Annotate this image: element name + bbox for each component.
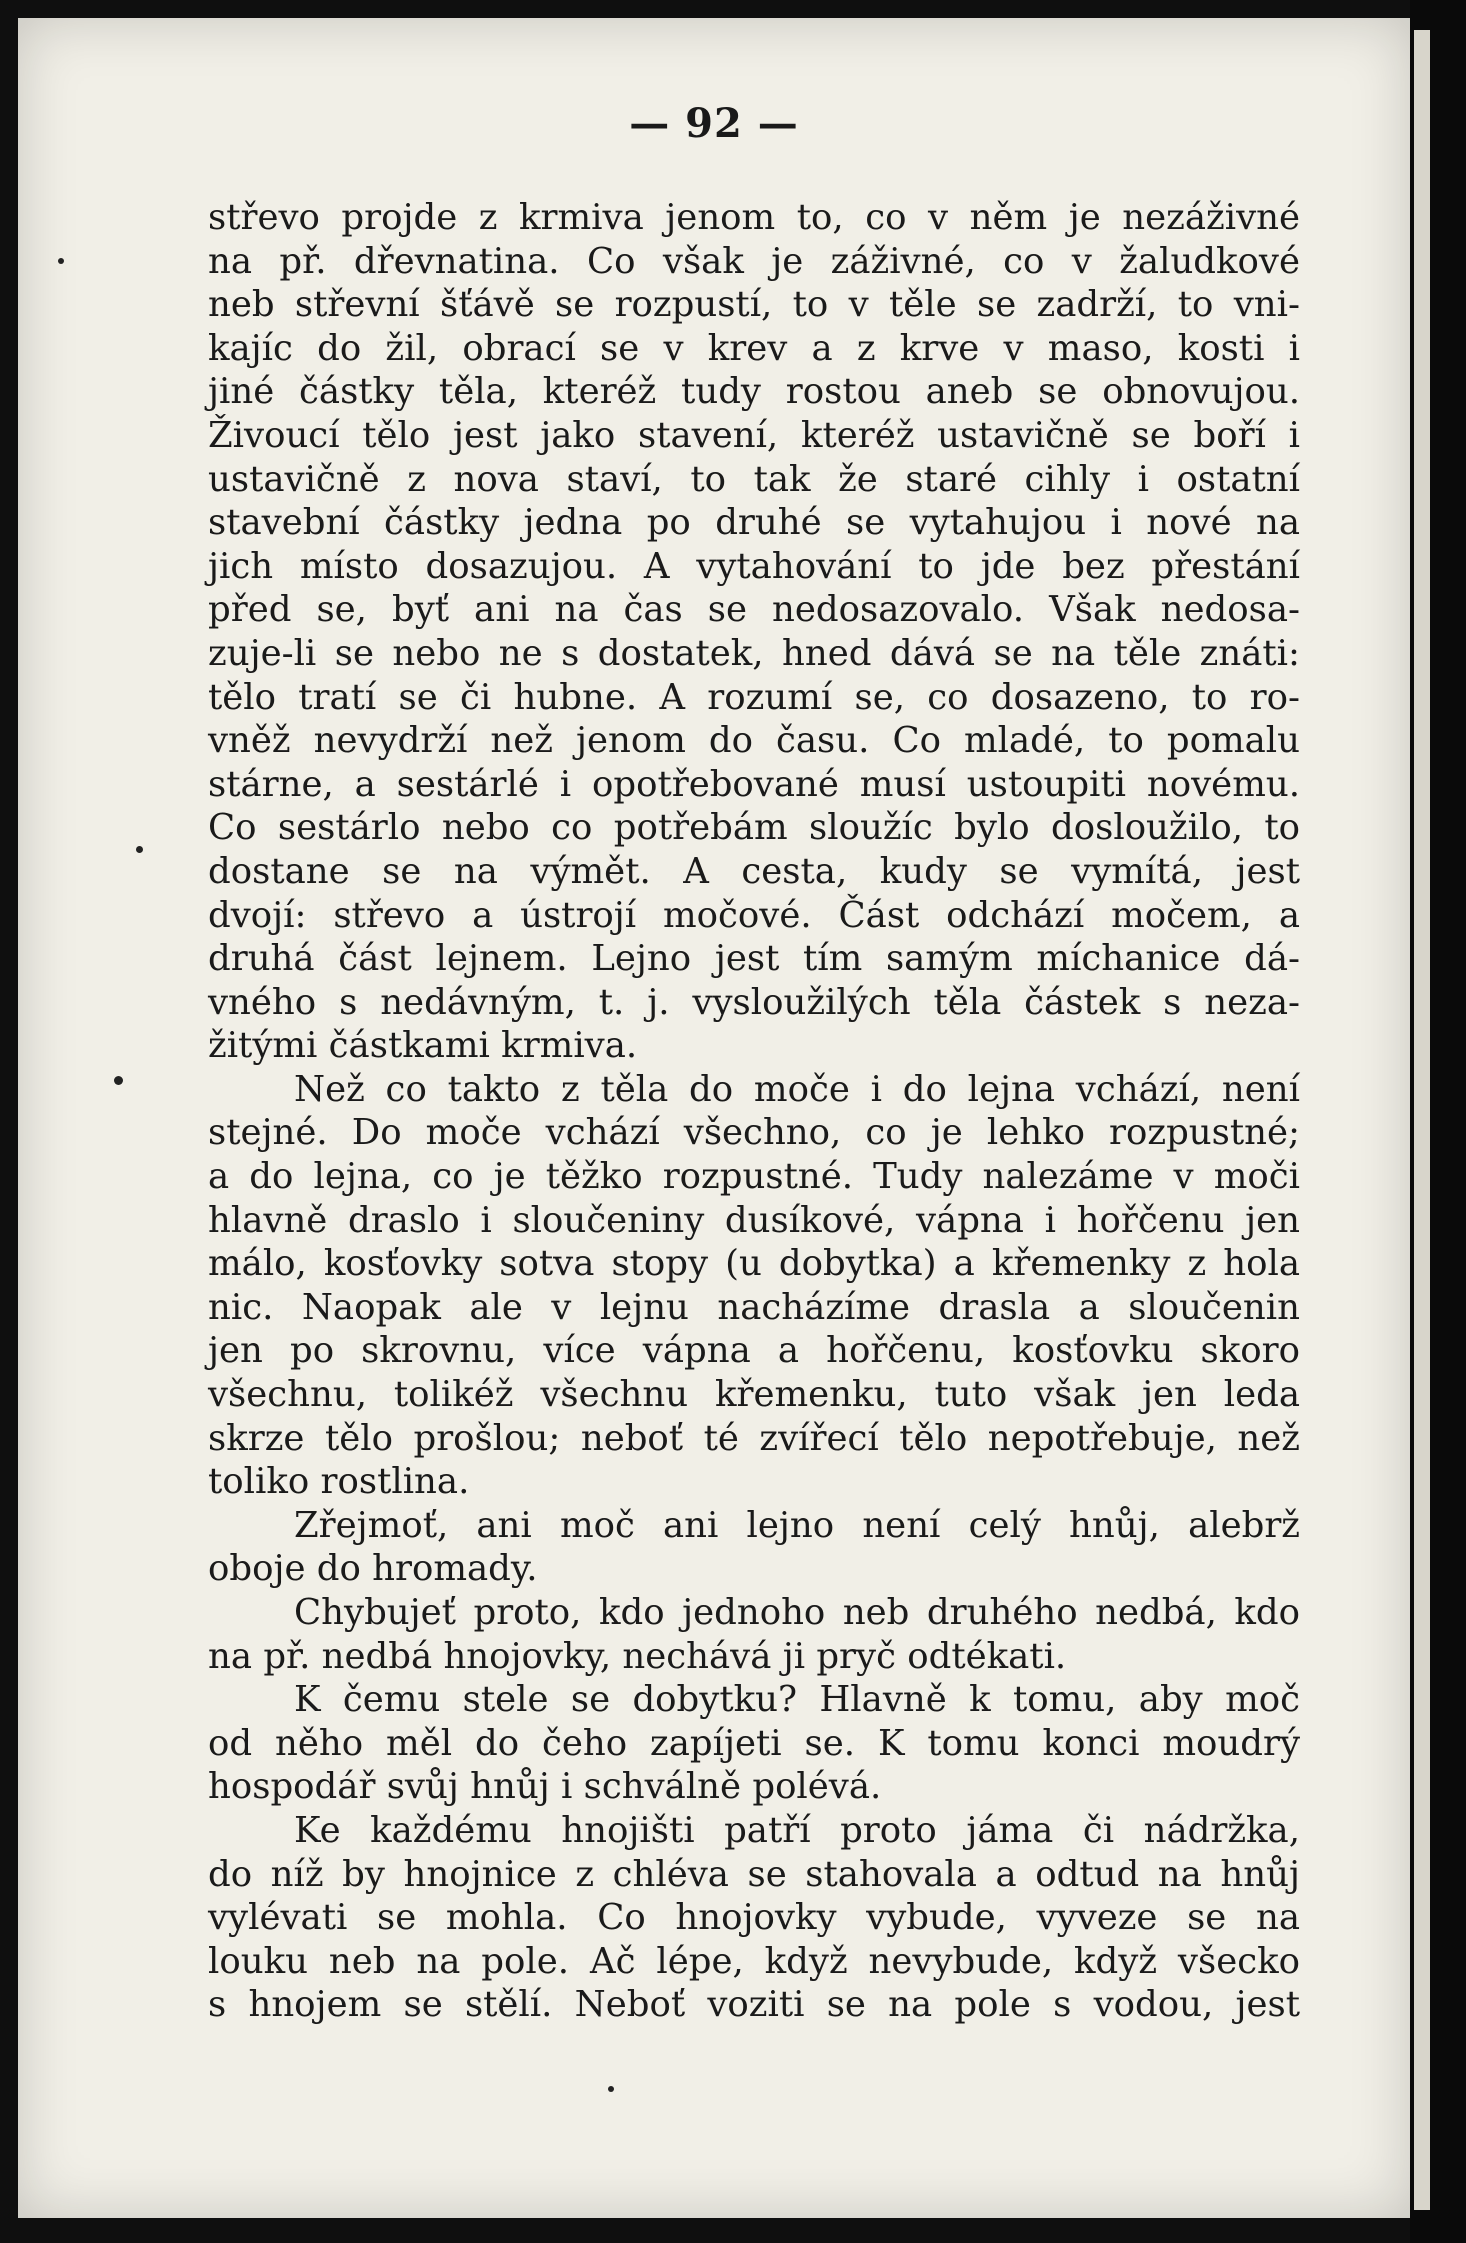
- paragraph-6: [208, 1809, 1300, 2027]
- text-line: od něho měl do čeho zapíjeti se. K tomu konci moudrý: [208, 1722, 1300, 1764]
- book-page: [18, 18, 1410, 2218]
- text-line: do níž by hnojnice z chléva se stahovala a odtud na hnůj: [208, 1853, 1300, 1895]
- text-line: jich místo dosazujou. A vytahování to jde bez přestání: [208, 545, 1300, 587]
- text-line: neb střevní šťávě se rozpustí, to v těle se zadrží, to vni-: [208, 284, 1300, 326]
- paragraph-2: [208, 1068, 1300, 1504]
- text-line: Chybujeť proto, kdo jednoho neb druhého nedbá, kdo: [294, 1592, 1300, 1633]
- text-line: jiné částky těla, kteréž tudy rostou aneb se obnovujou.: [208, 371, 1300, 413]
- text-line: vněž nevydrží než jenom do času. Co mladé, to pomalu: [208, 720, 1300, 762]
- text-line: zuje-li se nebo ne s dostatek, hned dává se na těle znáti:: [208, 632, 1300, 674]
- text-line: všechnu, tolikéž všechnu křemenku, tuto však jen leda: [208, 1374, 1300, 1416]
- ink-speck: [114, 1076, 123, 1085]
- text-line: toliko rostlina.: [208, 1461, 470, 1503]
- text-line: málo, kosťovky sotva stopy (u dobytka) a křemenky z hola: [208, 1243, 1300, 1285]
- text-line: oboje do hromady.: [208, 1548, 538, 1590]
- text-line: Zřejmoť, ani moč ani lejno není celý hnůj, alebrž: [294, 1504, 1300, 1546]
- text-line: Co sestárlo nebo co potřebám sloužíc bylo dosloužilo, to: [208, 807, 1300, 849]
- text-line: K čemu stele se dobytku? Hlavně k tomu, aby moč: [294, 1679, 1300, 1721]
- paragraph-1: [208, 196, 1300, 1068]
- text-line: žitými částkami krmiva.: [208, 1025, 638, 1067]
- text-line: Ke každému hnojišti patří proto jáma či nádržka,: [294, 1809, 1300, 1851]
- paragraph-5: [208, 1678, 1300, 1809]
- text-line: před se, byť ani na čas se nedosazovalo. Však nedosa-: [208, 589, 1300, 631]
- text-line: kajíc do žil, obrací se v krev a z krve v maso, kosti i: [208, 327, 1300, 369]
- text-line: Živoucí tělo jest jako stavení, kteréž ustavičně se boří i: [208, 414, 1300, 456]
- ink-speck: [136, 846, 143, 853]
- ink-speck: [608, 2086, 614, 2092]
- page-number: — 92 —: [629, 100, 799, 147]
- text-line: dvojí: střevo a ústrojí močové. Část odchází močem, a: [208, 894, 1300, 936]
- ink-speck: [58, 258, 64, 264]
- text-line: a do lejna, co je těžko rozpustné. Tudy nalezáme v moči: [208, 1156, 1300, 1198]
- paragraph-3: [208, 1504, 1300, 1591]
- text-line: ustavičně z nova staví, to tak že staré cihly i ostatní: [208, 458, 1300, 500]
- text-line: stavební částky jedna po druhé se vytahujou i nové na: [208, 502, 1300, 544]
- text-line: Než co takto z těla do moče i do lejna vchází, není: [294, 1068, 1300, 1110]
- text-line: střevo projde z krmiva jenom to, co v něm je nezáživné: [208, 197, 1300, 238]
- text-line: jen po skrovnu, více vápna a hořčenu, kosťovku skoro: [208, 1330, 1300, 1372]
- text-line: druhá část lejnem. Lejno jest tím samým míchanice dá-: [208, 938, 1300, 980]
- text-line: na př. dřevnatina. Co však je záživné, co v žaludkové: [208, 240, 1300, 282]
- text-line: stejné. Do moče vchází všechno, co je lehko rozpustné;: [208, 1112, 1300, 1154]
- text-line: vylévati se mohla. Co hnojovky vybude, vyveze se na: [208, 1897, 1300, 1939]
- text-line: s hnojem se stělí. Neboť voziti se na pole s vodou, jest: [208, 1984, 1300, 2026]
- text-line: stárne, a sestárlé i opotřebované musí ustoupiti novému.: [208, 763, 1300, 805]
- paragraph-4: [208, 1591, 1300, 1678]
- text-line: louku neb na pole. Ač lépe, když nevybude, když všecko: [208, 1940, 1300, 1982]
- text-line: hlavně draslo i sloučeniny dusíkové, vápna i hořčenu jen: [208, 1199, 1300, 1241]
- body-text: [208, 196, 1300, 2027]
- text-line: nic. Naopak ale v lejnu nacházíme drasla a sloučenin: [208, 1286, 1300, 1328]
- text-line: vného s nedávným, t. j. vysloužilých těla částek s neza-: [208, 981, 1300, 1023]
- text-line: dostane se na výmět. A cesta, kudy se vymítá, jest: [208, 850, 1300, 892]
- text-line: na př. nedbá hnojovky, nechává ji pryč odtékati.: [208, 1635, 1067, 1677]
- text-line: skrze tělo prošlou; neboť té zvířecí tělo nepotřebuje, než: [208, 1417, 1300, 1459]
- text-line: hospodář svůj hnůj i schválně polévá.: [208, 1766, 882, 1808]
- next-page-edge: [1414, 30, 1430, 2210]
- text-line: tělo tratí se či hubne. A rozumí se, co dosazeno, to ro-: [208, 676, 1300, 718]
